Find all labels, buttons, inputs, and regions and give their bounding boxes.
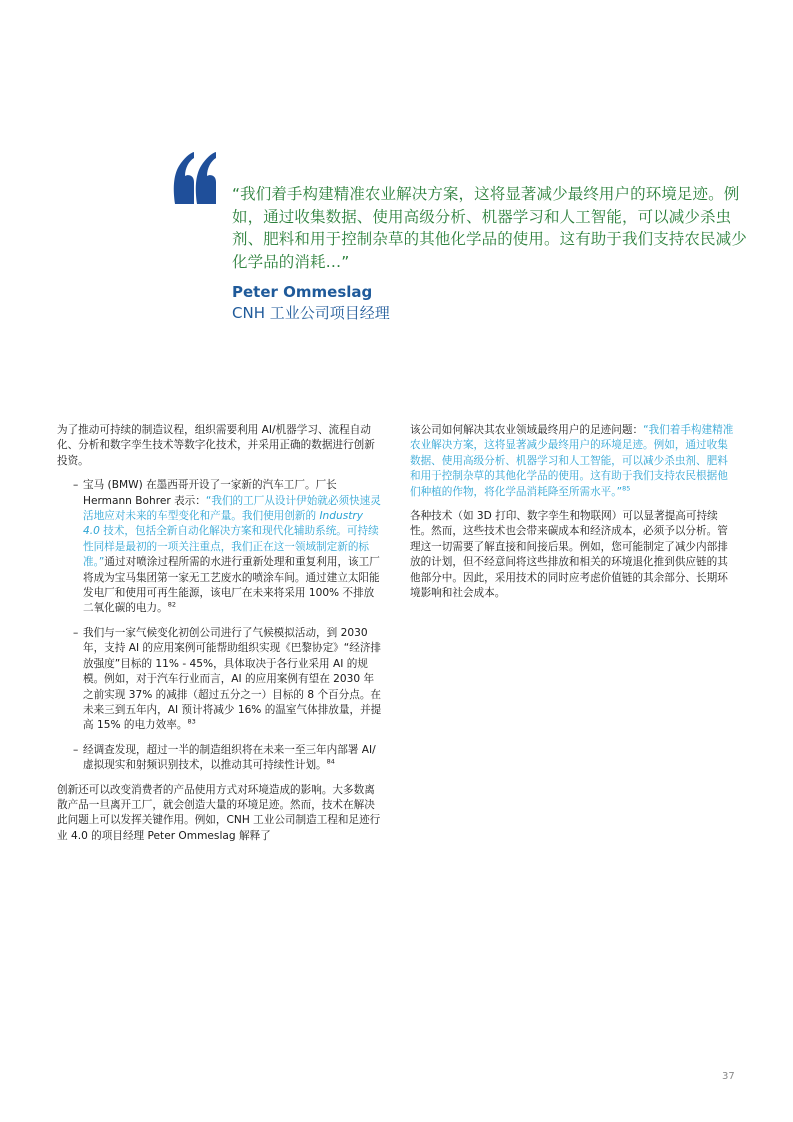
footnote-ref: 85 — [622, 484, 631, 493]
bmw-quote-italic: Industry 4.0 — [83, 510, 364, 538]
bullet-dash: – — [73, 743, 79, 756]
bullet-dash: – — [73, 626, 79, 639]
quote-author-role: CNH 工业公司项目经理 — [232, 304, 390, 322]
bmw-quote-part1: “我们的工厂从设计伊始就必须快速灵活地应对未来的车型变化和产量。我们使用创新的 — [83, 494, 381, 523]
footnote-ref: 84 — [326, 757, 335, 766]
bullet-text: 经调查发现，超过一半的制造组织将在未来一至三年内部署 AI/虚拟现实和射频识别技术，以推动其可持续性计划。 — [83, 743, 376, 772]
closing-paragraph: 创新还可以改变消费者的产品使用方式对环境造成的影响。大多数离散产品一旦离开工厂，就会创造大量的环境足迹。然而，技术在解决此问题上可以发挥关键作用。例如，CNH 工业公司制造工程和足迹行业 4.0 的项目经理 Peter Ommeslag 解释了 — [57, 783, 381, 842]
bullet-item — [57, 478, 383, 617]
bullet-text-post: 通过对喷涂过程所需的水进行重新处理和重复利用，该工厂将成为宝马集团第一家无工艺废水的喷涂车间。通过建立太阳能发电厂和使用可再生能源，该电厂在未来将采用 100% 不排放二氧化碳的电力。 — [83, 556, 380, 615]
intro-paragraph: 为了推动可持续的制造议程，组织需要利用 AI/机器学习、流程自动化、分析和数字孪生技术等数字化技术，并采用正确的数据进行创新投资。 — [57, 424, 375, 467]
pull-quote-text: “我们着手构建精准农业解决方案，这将显著减少最终用户的环境足迹。例如，通过收集数据、使用高级分析、机器学习和人工智能，可以减少杀虫剂、肥料和用于控制杂草的其他化学品的使用。这有助于我们支持农民减少化学品的消耗…” — [232, 185, 747, 271]
footnote-ref: 83 — [187, 717, 196, 726]
footnote-ref: 82 — [167, 600, 177, 609]
cnh-paragraph-lead: 该公司如何解决其农业领域最终用户的足迹问题： — [410, 424, 644, 436]
bullet-text: 宝马 (BMW) 在墨西哥开设了一家新的汽车工厂。厂长 Hermann Bohrer 表示： — [83, 479, 337, 507]
left-column — [57, 423, 383, 853]
quote-author-name: Peter Ommeslag — [232, 283, 373, 301]
quote-mark-icon — [171, 150, 217, 206]
bullet-text: 我们与一家气候变化初创公司进行了气候模拟活动，到 2030 年，支持 AI 的应用案例可能帮助组织实现《巴黎协定》“经济排放强度”目标的 11% - 45%，具体取决于各行业采用 AI 的规模。例如，对于汽车行业而言，AI 的应用案例有望在 2030 年之前实现 37% 的减排（超过五分之一）目标的 8 个百分点。在未来三到五年内，AI 预计将减少 16% 的温室气体排放量，并提高 15% 的电力效率。 — [83, 626, 382, 732]
bullet-item — [57, 626, 383, 734]
bmw-quote-part2: 技术，包括全新自动化解决方案和现代化辅助系统。可持续性同样是最初的一项关注重点，我们正在这一领域制定新的标准。” — [83, 525, 379, 569]
cnh-paragraph — [410, 423, 736, 500]
bullet-dash: – — [73, 479, 79, 492]
bullet-item — [57, 743, 383, 774]
cnh-quote: “我们着手构建精准农业解决方案，这将显著减少最终用户的环境足迹。例如，通过收集数据、使用高级分析、机器学习和人工智能，可以减少杀虫剂、肥料和用于控制杂草的其他化学品的使用。这有助于我们支持农民根据他们种植的作物，将化学品消耗降至所需水平。” — [410, 424, 734, 498]
page-number: 37 — [722, 1071, 735, 1082]
technology-paragraph: 各种技术（如 3D 打印、数字孪生和物联网）可以显著提高可持续性。然而，这些技术也会带来碳成本和经济成本，必须予以分析。管理这一切需要了解直接和间接后果。例如，您可能制定了减少内部排放的计划，但不经意间将这些排放和相关的环境退化推到供应链的其他部分中。因此，采用技术的同时应考虑价值链的其余部分、长期环境影响和社会成本。 — [410, 510, 728, 600]
right-column — [410, 423, 736, 610]
